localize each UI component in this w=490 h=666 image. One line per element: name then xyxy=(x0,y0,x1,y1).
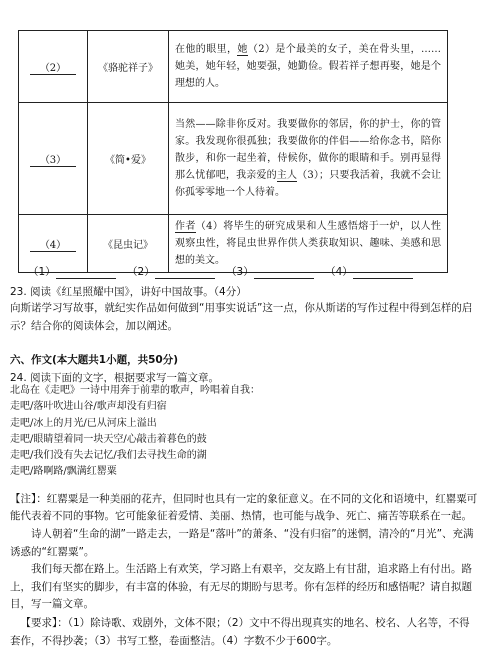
prompt-paragraph-2: 我们每天都在路上。生活路上有欢笑，学习路上有艰辛，交友路上有甘甜，追求路上有付出。路上，我们有坚实的脚步，有丰富的体验，有无尽的期盼与思考。你有怎样的经历和感悟呢？请自拟题目，写一篇文章。 xyxy=(10,563,472,610)
poem-line: 走吧/落叶吹进山谷/歌声却没有归宿 xyxy=(10,401,167,413)
answer-blank-3[interactable] xyxy=(254,278,314,279)
answer-label: （2） xyxy=(127,266,155,278)
poem-line: 走吧/眼睛望着同一块天空/心敲击着暮色的鼓 xyxy=(10,433,207,445)
answer-label: （1） xyxy=(28,266,56,278)
book-title: 《简•爱》 xyxy=(88,103,169,215)
question-23-body: 向斯诺学习写故事，就纪实作品如何做到“用事实说话”这一点，你从斯诺的写作过程中得到怎样的启示？结合你的阅读体会，加以阐述。 xyxy=(10,302,473,332)
answer-blank-2[interactable] xyxy=(155,278,215,279)
answer-label: （3） xyxy=(226,266,254,278)
book-title: 《昆虫记》 xyxy=(88,215,169,273)
quote-text: 当然——除非你反对。我要做你的邻居，你的护士，你的管家。我发现你很孤独；我要做你的伴侣——给你念书，陪你散步，和你一起坐着，侍候你，做你的眼睛和手。别再显得那么忧郁吧，我亲爱的主人（3）；只要我活着，我就不会让你孤零零地一个人待着。 xyxy=(169,103,448,215)
answer-blanks xyxy=(28,264,421,279)
section-6-heading: 六、作文(本大题共1小题，共50分) xyxy=(10,354,179,366)
book-title: 《骆驼祥子》 xyxy=(88,31,169,103)
answer-blank-1[interactable] xyxy=(56,278,116,279)
table-row xyxy=(19,103,448,215)
question-23-title: 23. 阅读《红星照耀中国》，讲好中国故事。（4分） xyxy=(10,286,247,298)
annotation-note: 【注】：红罂粟是一种美丽的花卉，但同时也具有一定的象征意义。在不同的文化和语境中，红罂粟可能代表着不同的事物。它可能象征着爱情、美丽、热情，也可能与战争、死亡、痛苦等联系在一起。 xyxy=(10,493,478,522)
table-row xyxy=(19,31,448,103)
answer-blank-4[interactable] xyxy=(353,278,413,279)
literature-table xyxy=(18,30,448,273)
poem-excerpt xyxy=(10,383,480,481)
answer-label: （4） xyxy=(325,266,353,278)
prompt-paragraph-1: 诗人朝着“生命的湖”一路走去，一路是“落叶”的萧条、“没有归宿”的迷惘，清冷的“月光”、充满诱惑的“红罂粟”。 xyxy=(10,528,474,558)
poem-line: 走吧/路啊路/飘满红罂粟 xyxy=(10,466,117,478)
question-24-title: 24. 阅读下面的文字，根据要求写一篇文章。 xyxy=(10,372,220,384)
quote-text: 在他的眼里，她（2）是个最美的女子，美在骨头里，……她美，她年轻，她要强，她勤俭。假若祥子想再娶，她是个理想的人。 xyxy=(169,31,448,103)
answer-blank-cell: （4） xyxy=(19,215,88,273)
writing-requirements: 【要求】：（1）除诗歌、戏剧外，文体不限；（2）文中不得出现真实的地名、校名、人名等，不得套作，不得抄袭；（3）书写工整，卷面整洁。（4）字数不少于600字。 xyxy=(10,617,470,647)
poem-line: 走吧/我们没有失去记忆/我们去寻找生命的湖 xyxy=(10,450,207,462)
poem-line: 北岛在《走吧》一诗中用奔于前辈的歌声，吟唱着自我： xyxy=(10,385,260,396)
quote-text: 作者（4）将毕生的研究成果和人生感悟熔于一炉，以人性观察虫性，将昆虫世界作供人类获取知识、趣味、美感和思想的美文。 xyxy=(169,215,448,273)
answer-blank-cell: （3） xyxy=(19,103,88,215)
answer-blank-cell: （2） xyxy=(19,31,88,103)
poem-line: 走吧/冰上的月光/已从河床上溢出 xyxy=(10,417,157,429)
